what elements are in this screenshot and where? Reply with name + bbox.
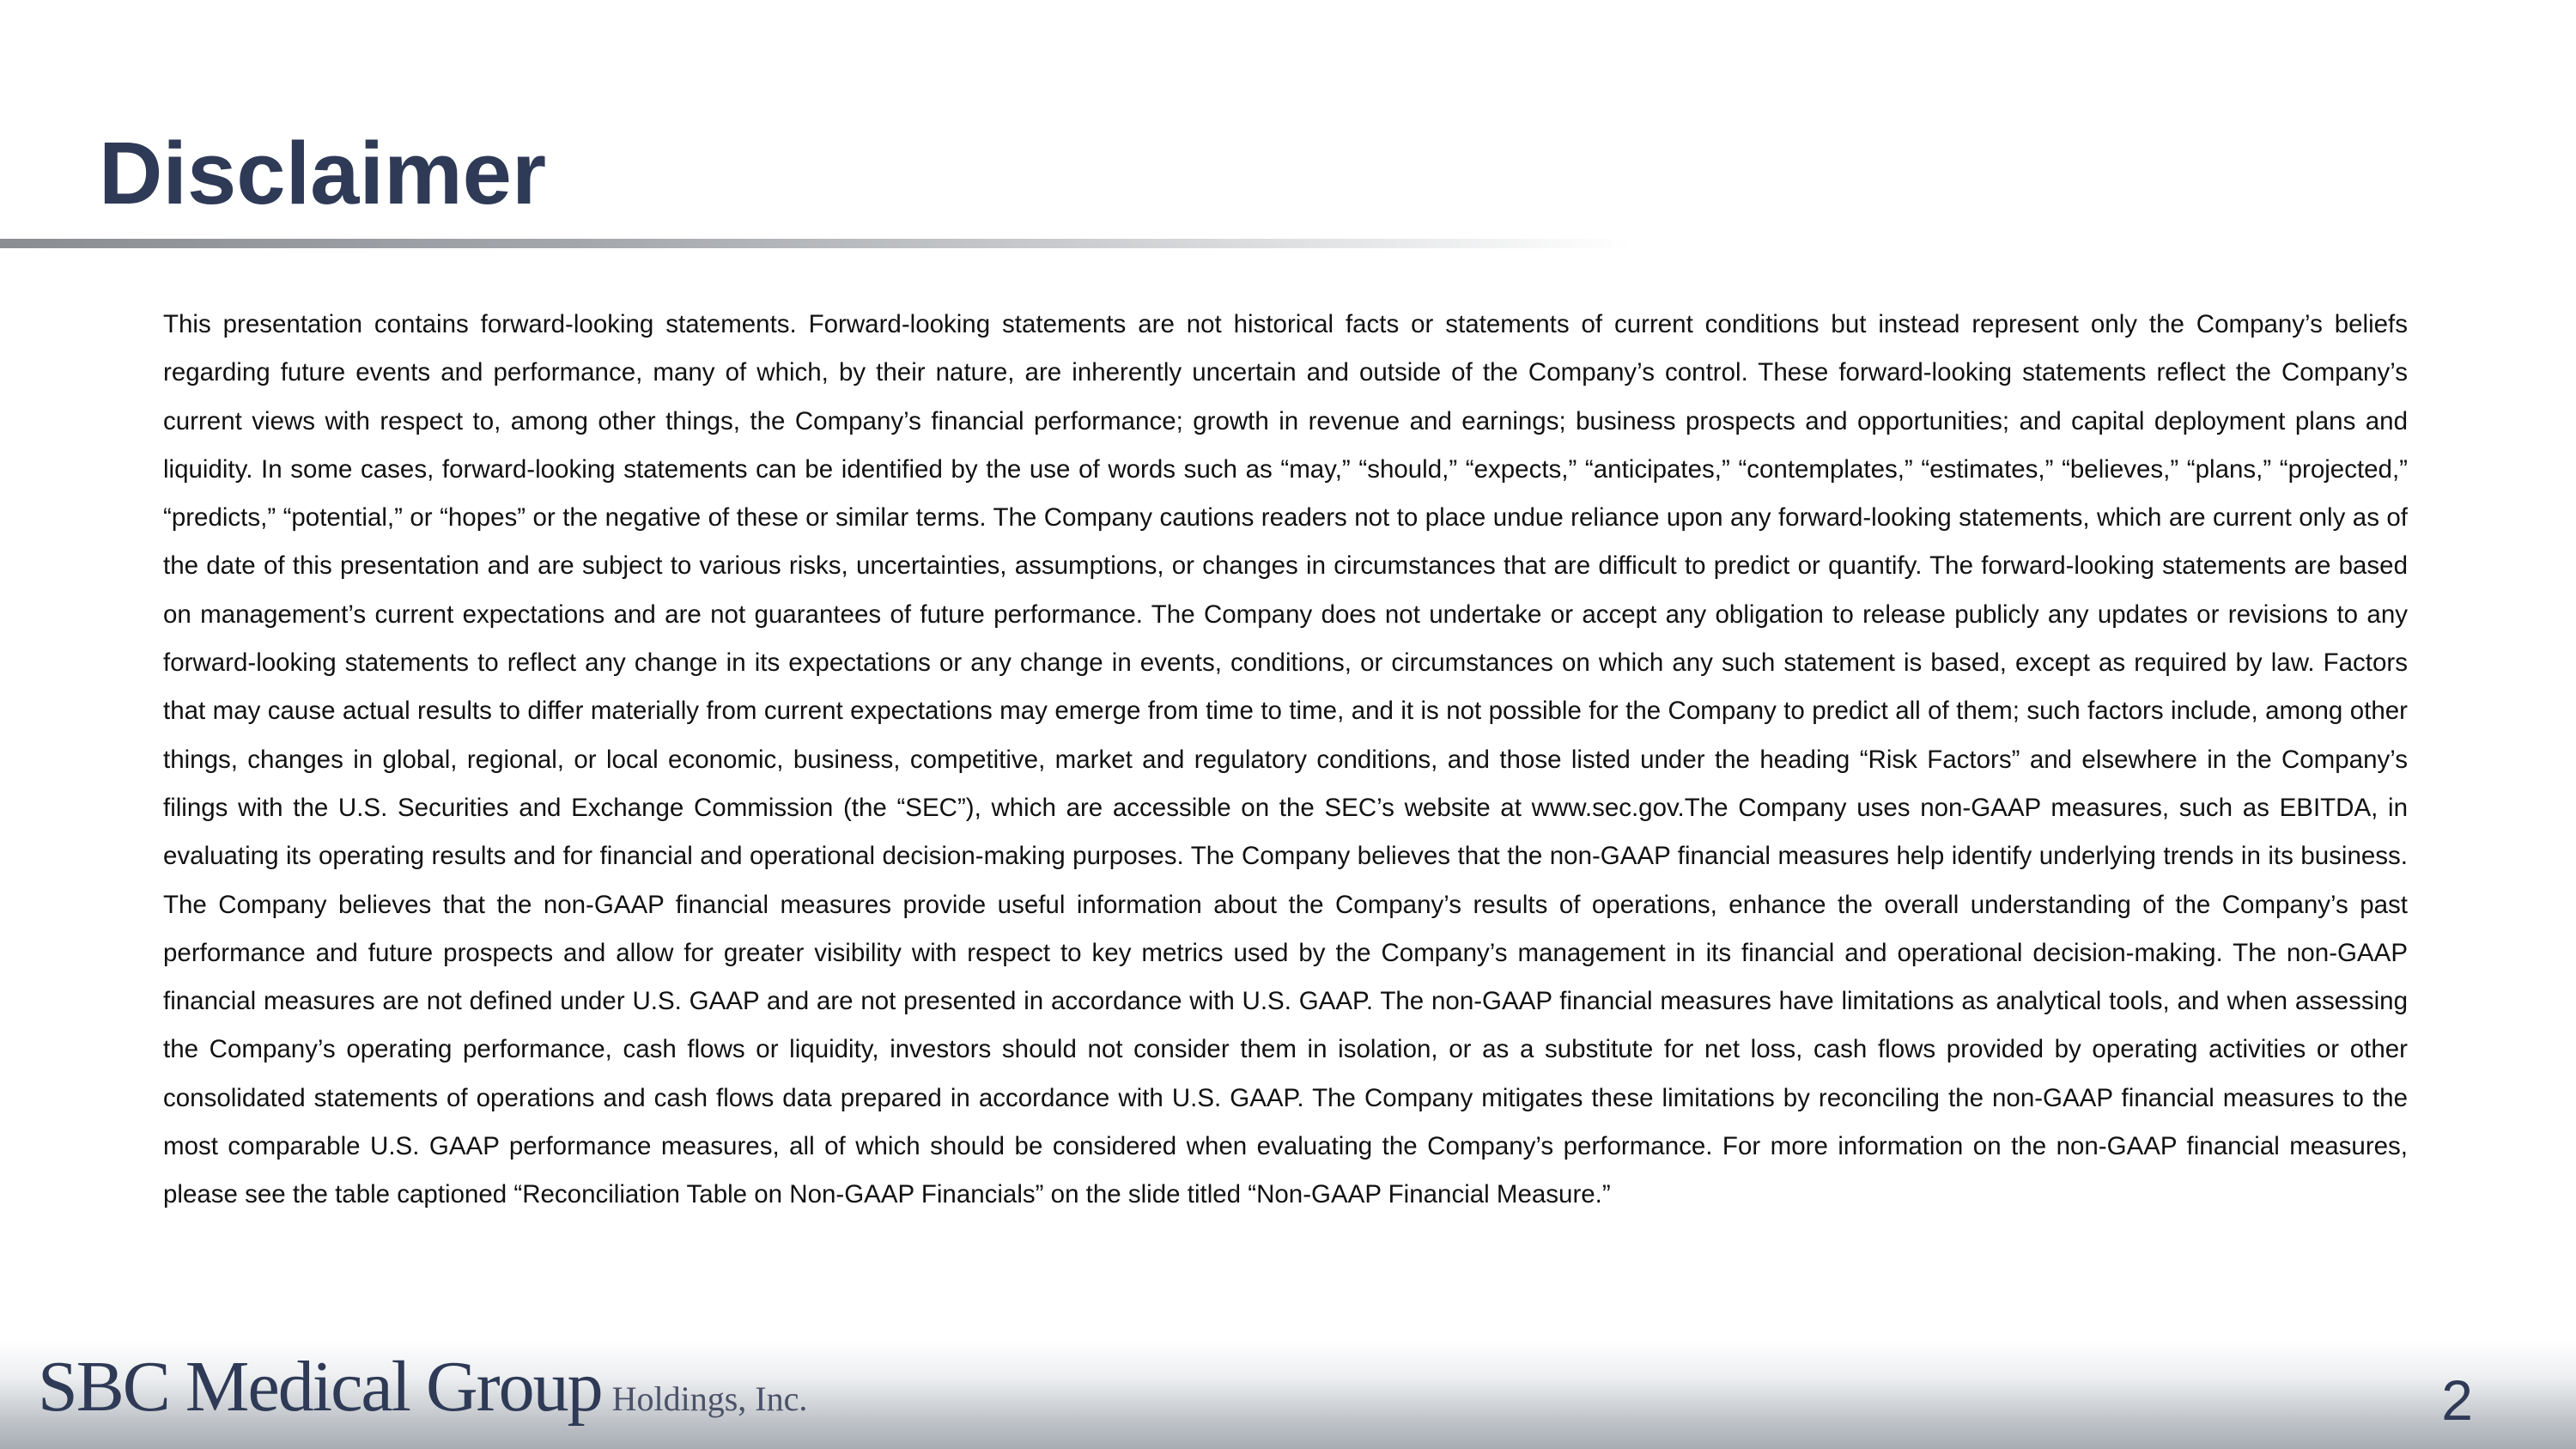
title-divider: [0, 239, 1631, 248]
page-number: 2: [2441, 1368, 2473, 1432]
company-logo: [38, 1344, 807, 1430]
logo-wordmark: SBC Medical Group: [38, 1347, 602, 1427]
disclaimer-text: This presentation contains forward-looking statements. Forward-looking statements are not historical facts or statements of current conditions but instead represent only the Company’s beliefs regarding future events and performance, many of which, by their nature, are inherently uncertain and outside of the Company’s control. These forward-looking statements reflect the Company’s current views with respect to, among other things, the Company’s financial performance; growth in revenue and earnings; business prospects and opportunities; and capital deployment plans and liquidity. In some cases, forward-looking statements can be identified by the use of words such as “may,” “should,” “expects,” “anticipates,” “contemplates,” “estimates,” “believes,” “plans,” “projected,” “predicts,” “potential,” or “hopes” or the negative of these or similar terms. The Company cautions readers not to place undue reliance upon any forward-looking statements, which are current only as of the date of this presentation and are subject to various risks, uncertainties, assumptions, or changes in circumstances that are difficult to predict or quantify. The forward-looking statements are based on management’s current expectations and are not guarantees of future performance. The Company does not undertake or accept any obligation to release publicly any updates or revisions to any forward-looking statements to reflect any change in its expectations or any change in events, conditions, or circumstances on which any such statement is based, except as required by law. Factors that may cause actual results to differ materially from current expectations may emerge from time to time, and it is not possible for the Company to predict all of them; such factors include, among other things, changes in global, regional, or local economic, business, competitive, market and regulatory conditions, and those listed under the heading “Risk Factors” and elsewhere in the Company’s filings with the U.S. Securities and Exchange Commission (the “SEC”), which are accessible on the SEC’s website at www.sec.gov.The Company uses non-GAAP measures, such as EBITDA, in evaluating its operating results and for financial and operational decision-making purposes. The Company believes that the non-GAAP financial measures help identify underlying trends in its business. The Company believes that the non-GAAP financial measures provide useful information about the Company’s results of operations, enhance the overall understanding of the Company’s past performance and future prospects and allow for greater visibility with respect to key metrics used by the Company’s management in its financial and operational decision-making. The non-GAAP financial measures are not defined under U.S. GAAP and are not presented in accordance with U.S. GAAP. The non-GAAP financial measures have limitations as analytical tools, and when assessing the Company’s operating performance, cash flows or liquidity, investors should not consider them in isolation, or as a substitute for net loss, cash flows provided by operating activities or other consolidated statements of operations and cash flows data prepared in accordance with U.S. GAAP. The Company mitigates these limitations by reconciling the non-GAAP financial measures to the most comparable U.S. GAAP performance measures, all of which should be considered when evaluating the Company’s performance. For more information on the non-GAAP financial measures, please see the table captioned “Reconciliation Table on Non-GAAP Financials” on the slide titled “Non-GAAP Financial Measure.”: [163, 310, 2408, 1209]
slide-title: Disclaimer: [99, 124, 547, 222]
logo-subtitle: Holdings, Inc.: [611, 1379, 808, 1418]
